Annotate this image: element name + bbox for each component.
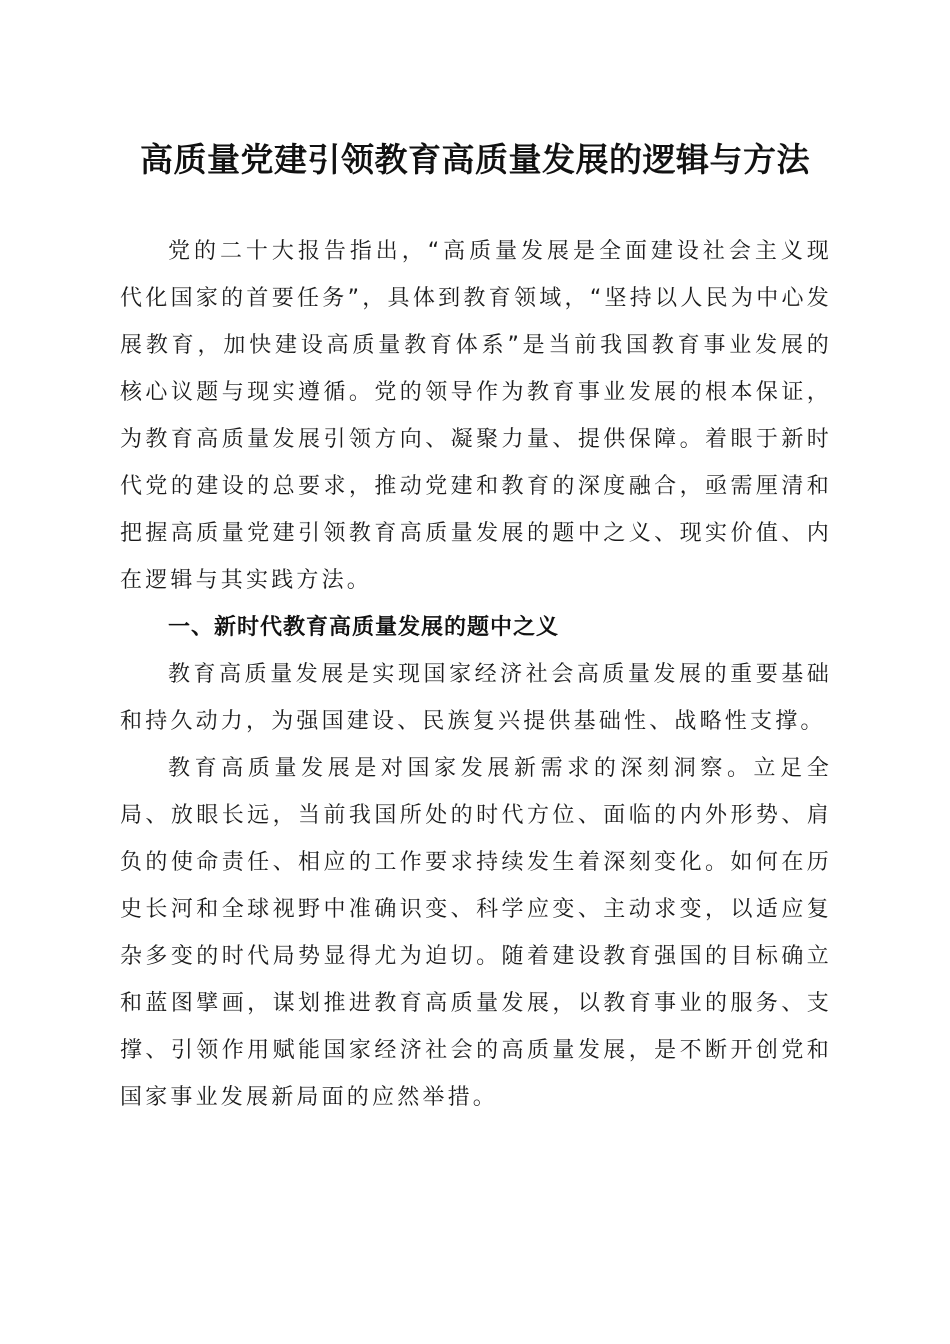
section-heading: 一、新时代教育高质量发展的题中之义	[168, 615, 560, 640]
document-title: 高质量党建引领教育高质量发展的逻辑与方法	[140, 140, 810, 179]
body-paragraph: 教育高质量发展是对国家发展新需求的深刻洞察。立足全局、放眼长远，当前我国所处的时代方位、面临的内外形势、肩负的使命责任、相应的工作要求持续发生着深刻变化。如何在历史长河和全球视野中准确识变、科学应变、主动求变，以适应复杂多变的时代局势显得尤为迫切。随着建设教育强国的目标确立和蓝图擘画，谋划推进教育高质量发展，以教育事业的服务、支撑、引领作用赋能国家经济社会的高质量发展，是不断开创党和国家事业发展新局面的应然举措。	[120, 756, 832, 1110]
document-body	[120, 228, 832, 1121]
body-paragraph: 教育高质量发展是实现国家经济社会高质量发展的重要基础和持久动力，为强国建设、民族复兴提供基础性、战略性支撑。	[120, 662, 832, 734]
intro-paragraph: 党的二十大报告指出，“高质量发展是全面建设社会主义现代化国家的首要任务”，具体到教育领域，“坚持以人民为中心发展教育，加快建设高质量教育体系”是当前我国教育事业发展的核心议题与现实遵循。党的领导作为教育事业发展的根本保证，为教育高质量发展引领方向、凝聚力量、提供保障。着眼于新时代党的建设的总要求，推动党建和教育的深度融合，亟需厘清和把握高质量党建引领教育高质量发展的题中之义、现实价值、内在逻辑与其实践方法。	[120, 239, 832, 593]
